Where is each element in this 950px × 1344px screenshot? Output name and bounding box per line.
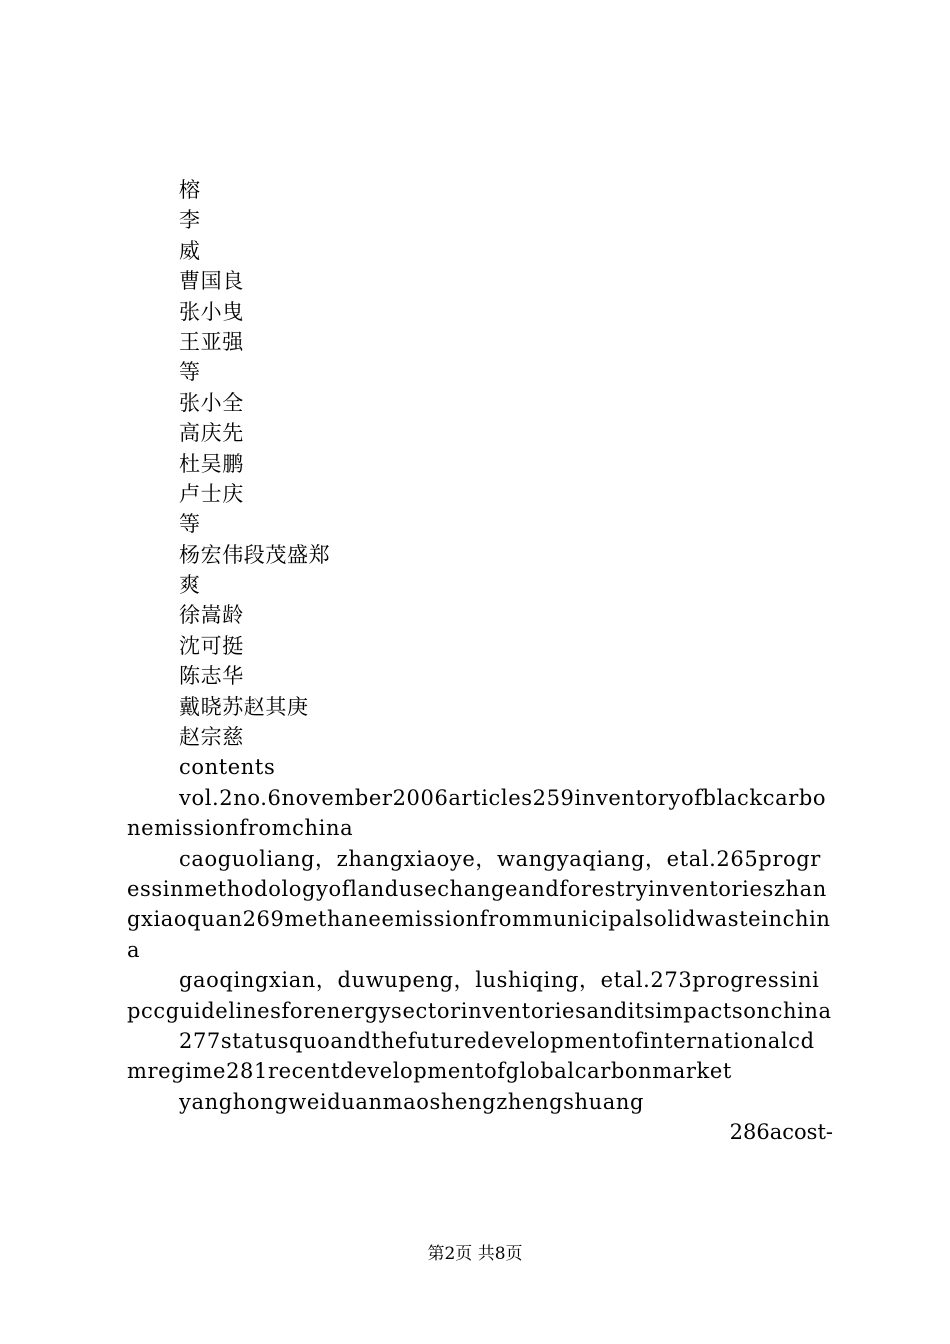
contents-paragraph: yanghongweiduanmaoshengzhengshuang xyxy=(179,1089,645,1114)
contents-paragraph: vol.2no.6november2006articles259inventoryofblackcarbonemissionfromchina xyxy=(127,785,827,841)
contents-paragraph: caoguoliang，zhangxiaoye，wangyaqiang，etal.265progressinmethodologyoflandusechangeandforestryinventorieszhangxiaoquan269methaneemissionfrommunicipalsolidwasteinchina xyxy=(127,846,831,962)
name-line: 杨宏伟段茂盛郑 xyxy=(179,542,331,567)
name-line: 徐嵩龄 xyxy=(179,603,244,628)
name-line: 王亚强 xyxy=(179,329,244,354)
name-line: 等 xyxy=(179,512,201,537)
name-line: 曹国良 xyxy=(179,269,244,294)
name-line: 榕 xyxy=(179,178,201,202)
name-line: 陈志华 xyxy=(179,664,244,689)
name-line: 杜吴鹏 xyxy=(179,451,244,476)
name-line: 张小全 xyxy=(179,390,244,415)
contents-paragraph: 277statusquoandthefuturedevelopmentofinternationalcdmregime281recentdevelopmentofglobalcarbonmarket xyxy=(127,1029,815,1084)
name-line: 李 xyxy=(179,208,201,233)
trailing-text: 286acost- xyxy=(729,1120,833,1145)
contents-heading: contents xyxy=(179,755,276,780)
name-line: 赵宗慈 xyxy=(179,725,244,750)
name-line: 高庆先 xyxy=(179,421,244,446)
contents-paragraph: gaoqingxian，duwupeng，lushiqing，etal.273progressinipccguidelinesforenergysectorinventoriesanditsimpactsonchina xyxy=(127,968,832,1023)
page-content xyxy=(127,175,833,1148)
name-line: 沈可挺 xyxy=(179,633,244,658)
page-footer: 第2页 共8页 xyxy=(427,1244,523,1264)
name-line: 戴晓苏赵其庚 xyxy=(179,694,309,719)
name-line: 爽 xyxy=(179,573,201,598)
name-line: 卢士庆 xyxy=(179,481,244,506)
name-line: 等 xyxy=(179,360,201,385)
name-line: 张小曳 xyxy=(179,299,244,324)
name-line: 威 xyxy=(179,238,201,263)
